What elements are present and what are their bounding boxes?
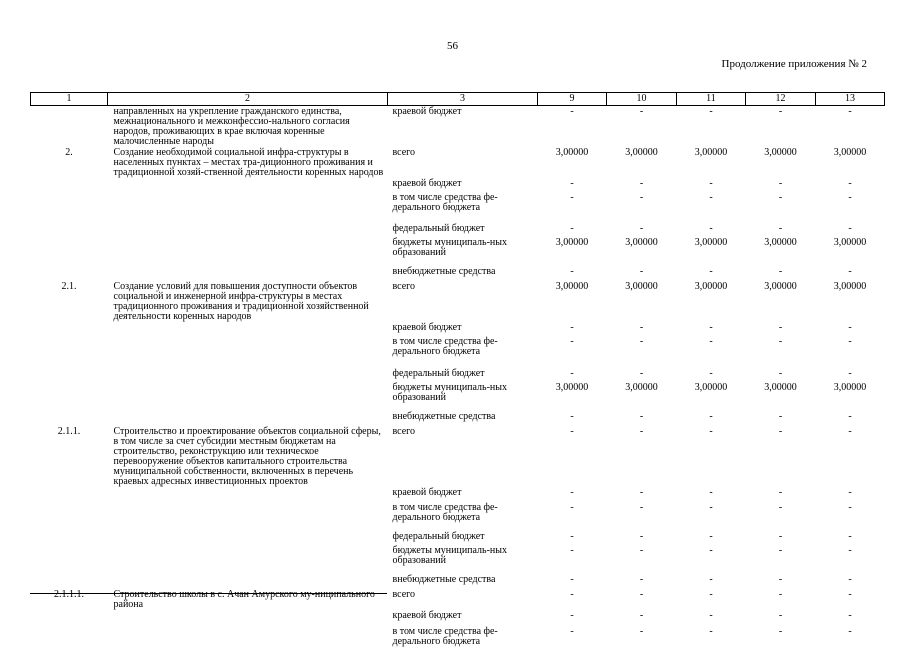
funding-source: внебюджетные средства bbox=[392, 411, 496, 422]
row-number: 2. bbox=[65, 147, 73, 158]
funding-source: внебюджетные средства bbox=[392, 266, 496, 277]
funding-source: в том числе средства фе-дерального бюджета bbox=[392, 192, 498, 213]
value-cell: - bbox=[778, 589, 783, 600]
activity-name bbox=[108, 266, 388, 281]
value-cell: - bbox=[778, 368, 783, 379]
row-number bbox=[31, 411, 108, 426]
activity-name: Создание условий для повышения доступности объектов социальной и инженерной инфра-структуры в местах традиционного проживания и традиционной хозяйственной деятельности коренных народов bbox=[113, 281, 369, 322]
value-cell: - bbox=[639, 502, 644, 513]
table-row bbox=[31, 336, 885, 368]
activity-name: Строительство школы в с. Ачан Амурского му-ниципального района bbox=[113, 589, 375, 610]
value-cell: 3,00000 bbox=[555, 382, 589, 393]
value-cell: - bbox=[848, 106, 852, 117]
value-cell: - bbox=[709, 589, 713, 600]
value-cell: - bbox=[709, 178, 713, 189]
activity-name bbox=[108, 574, 388, 589]
value-cell: - bbox=[570, 545, 574, 556]
activity-name bbox=[108, 610, 388, 626]
value-cell: - bbox=[848, 192, 852, 203]
activity-name bbox=[108, 626, 388, 648]
table-row bbox=[31, 382, 885, 411]
row-number bbox=[31, 610, 108, 626]
value-cell: - bbox=[639, 426, 644, 437]
value-cell: - bbox=[778, 411, 783, 422]
value-cell: - bbox=[848, 266, 852, 277]
value-cell: 3,00000 bbox=[625, 382, 658, 393]
value-cell: - bbox=[639, 322, 644, 333]
value-cell: 3,00000 bbox=[555, 281, 589, 292]
value-cell: - bbox=[778, 426, 783, 437]
funding-source: краевой бюджет bbox=[392, 487, 462, 498]
row-number bbox=[31, 223, 108, 237]
activity-name bbox=[108, 336, 388, 368]
funding-source: федеральный бюджет bbox=[392, 223, 485, 234]
row-number bbox=[31, 178, 108, 192]
table-row bbox=[31, 237, 885, 266]
value-cell: - bbox=[709, 336, 713, 347]
row-number bbox=[31, 545, 108, 574]
value-cell: - bbox=[570, 574, 574, 585]
value-cell: - bbox=[778, 574, 783, 585]
value-cell: 3,00000 bbox=[833, 147, 867, 158]
value-cell: - bbox=[709, 411, 713, 422]
value-cell: - bbox=[778, 502, 783, 513]
value-cell: - bbox=[848, 322, 852, 333]
row-number: 2.1. bbox=[61, 281, 77, 292]
row-number: 2.1.1.1. bbox=[54, 589, 84, 600]
table-row bbox=[31, 531, 885, 545]
row-number bbox=[31, 382, 108, 411]
funding-source: краевой бюджет bbox=[392, 106, 462, 117]
value-cell: - bbox=[709, 192, 713, 203]
value-cell: - bbox=[570, 502, 574, 513]
value-cell: - bbox=[570, 336, 574, 347]
value-cell: - bbox=[709, 487, 713, 498]
value-cell: - bbox=[778, 106, 783, 117]
value-cell: - bbox=[570, 531, 574, 542]
table-row bbox=[31, 178, 885, 192]
value-cell: 3,00000 bbox=[833, 382, 867, 393]
value-cell: - bbox=[778, 192, 783, 203]
value-cell: - bbox=[848, 531, 852, 542]
activity-name bbox=[108, 502, 388, 531]
value-cell: - bbox=[639, 106, 644, 117]
value-cell: - bbox=[848, 487, 852, 498]
funding-source: краевой бюджет bbox=[392, 322, 462, 333]
table-row bbox=[31, 574, 885, 589]
value-cell: - bbox=[639, 610, 644, 621]
value-cell: - bbox=[848, 502, 852, 513]
activity-name: Строительство и проектирование объектов социальной сферы, в том числе за счет субсидии местным бюджетам на строительство, реконструкцию или техническое перевооружение объектов капитального строительства муниципальной собственности, включенных в перечень краевых адресных инвестиционных проектов bbox=[113, 426, 381, 487]
column-header: 11 bbox=[677, 93, 746, 106]
row-number bbox=[31, 502, 108, 531]
table-row bbox=[31, 223, 885, 237]
continuation-title: Продолжение приложения № 2 bbox=[721, 58, 867, 70]
value-cell: - bbox=[639, 626, 644, 637]
value-cell: - bbox=[778, 336, 783, 347]
funding-source: всего bbox=[392, 147, 416, 158]
value-cell: 3,00000 bbox=[625, 147, 658, 158]
table-header-row bbox=[31, 93, 885, 106]
value-cell: - bbox=[639, 531, 644, 542]
table-row bbox=[31, 610, 885, 626]
table-row bbox=[31, 545, 885, 574]
value-cell: - bbox=[639, 487, 644, 498]
value-cell: 3,00000 bbox=[694, 147, 728, 158]
value-cell: - bbox=[570, 589, 574, 600]
funding-source: внебюджетные средства bbox=[392, 574, 496, 585]
value-cell: - bbox=[709, 223, 713, 234]
column-header: 13 bbox=[816, 93, 885, 106]
value-cell: - bbox=[570, 223, 574, 234]
value-cell: - bbox=[848, 336, 852, 347]
value-cell: - bbox=[570, 487, 574, 498]
row-number bbox=[31, 106, 108, 148]
value-cell: - bbox=[848, 178, 852, 189]
value-cell: - bbox=[848, 589, 852, 600]
table-row bbox=[31, 502, 885, 531]
row-number: 2.1.1. bbox=[57, 426, 81, 437]
activity-name bbox=[108, 368, 388, 382]
value-cell: - bbox=[778, 531, 783, 542]
value-cell: - bbox=[709, 502, 713, 513]
value-cell: - bbox=[570, 178, 574, 189]
value-cell: - bbox=[709, 266, 713, 277]
row-number bbox=[31, 336, 108, 368]
column-header: 10 bbox=[607, 93, 677, 106]
funding-source: всего bbox=[392, 589, 416, 600]
table-row bbox=[31, 426, 885, 487]
row-number bbox=[31, 531, 108, 545]
activity-name: Создание необходимой социальной инфра-структуры в населенных пунктах – местах тра-диционного проживания и традиционной хозяй-ственной деятельности коренных народов bbox=[113, 147, 384, 178]
value-cell: 3,00000 bbox=[694, 281, 728, 292]
activity-name bbox=[108, 411, 388, 426]
table-row bbox=[31, 411, 885, 426]
funding-source: краевой бюджет bbox=[392, 178, 462, 189]
activity-name bbox=[108, 531, 388, 545]
value-cell: - bbox=[778, 610, 783, 621]
value-cell: - bbox=[639, 178, 644, 189]
column-header: 2 bbox=[108, 93, 388, 106]
table-row bbox=[31, 106, 885, 148]
table-row bbox=[31, 192, 885, 223]
row-number bbox=[31, 368, 108, 382]
funding-source: краевой бюджет bbox=[392, 610, 462, 621]
value-cell: - bbox=[778, 178, 783, 189]
activity-name bbox=[108, 382, 388, 411]
table-row bbox=[31, 322, 885, 336]
value-cell: - bbox=[639, 545, 644, 556]
value-cell: - bbox=[570, 106, 574, 117]
table-row bbox=[31, 266, 885, 281]
funding-source: в том числе средства фе-дерального бюджета bbox=[392, 336, 498, 357]
page-number: 56 bbox=[447, 40, 458, 52]
row-number bbox=[31, 192, 108, 223]
value-cell: - bbox=[639, 368, 644, 379]
value-cell: - bbox=[848, 626, 852, 637]
activity-name bbox=[108, 322, 388, 336]
value-cell: - bbox=[778, 266, 783, 277]
value-cell: - bbox=[639, 192, 644, 203]
column-header: 12 bbox=[746, 93, 816, 106]
value-cell: - bbox=[639, 589, 644, 600]
funding-source: бюджеты муниципаль-ных образований bbox=[392, 382, 508, 403]
value-cell: - bbox=[848, 545, 852, 556]
funding-source: всего bbox=[392, 281, 416, 292]
activity-name bbox=[108, 237, 388, 266]
activity-name bbox=[108, 487, 388, 502]
value-cell: - bbox=[848, 368, 852, 379]
table-row bbox=[31, 368, 885, 382]
value-cell: - bbox=[709, 610, 713, 621]
funding-source: федеральный бюджет bbox=[392, 368, 485, 379]
value-cell: 3,00000 bbox=[833, 281, 867, 292]
row-number bbox=[31, 487, 108, 502]
funding-source: в том числе средства фе-дерального бюджета bbox=[392, 502, 498, 523]
activity-name bbox=[108, 178, 388, 192]
value-cell: - bbox=[778, 487, 783, 498]
activity-name bbox=[108, 192, 388, 223]
value-cell: 3,00000 bbox=[764, 147, 797, 158]
value-cell: - bbox=[778, 322, 783, 333]
value-cell: - bbox=[570, 626, 574, 637]
value-cell: - bbox=[848, 411, 852, 422]
table-row bbox=[31, 626, 885, 648]
row-number bbox=[31, 237, 108, 266]
funding-source: в том числе средства фе-дерального бюджета bbox=[392, 626, 498, 647]
activity-name bbox=[108, 223, 388, 237]
column-header: 9 bbox=[538, 93, 607, 106]
value-cell: - bbox=[639, 336, 644, 347]
value-cell: - bbox=[848, 223, 852, 234]
value-cell: - bbox=[570, 610, 574, 621]
value-cell: - bbox=[848, 426, 852, 437]
value-cell: - bbox=[709, 322, 713, 333]
value-cell: - bbox=[848, 574, 852, 585]
bottom-rule bbox=[30, 593, 387, 594]
value-cell: - bbox=[778, 626, 783, 637]
value-cell: - bbox=[709, 545, 713, 556]
value-cell: 3,00000 bbox=[555, 147, 589, 158]
value-cell: - bbox=[709, 574, 713, 585]
value-cell: - bbox=[848, 610, 852, 621]
value-cell: - bbox=[570, 322, 574, 333]
budget-table bbox=[30, 92, 885, 648]
value-cell: - bbox=[709, 106, 713, 117]
value-cell: 3,00000 bbox=[764, 237, 797, 248]
value-cell: - bbox=[709, 368, 713, 379]
value-cell: - bbox=[709, 531, 713, 542]
value-cell: 3,00000 bbox=[625, 281, 658, 292]
table-row bbox=[31, 487, 885, 502]
column-header: 3 bbox=[388, 93, 538, 106]
value-cell: 3,00000 bbox=[833, 237, 867, 248]
value-cell: 3,00000 bbox=[694, 237, 728, 248]
column-header: 1 bbox=[31, 93, 108, 106]
value-cell: - bbox=[639, 574, 644, 585]
row-number bbox=[31, 574, 108, 589]
table-row bbox=[31, 281, 885, 322]
value-cell: - bbox=[639, 266, 644, 277]
activity-name: направленных на укрепление гражданского единства, межнационального и межконфессио-нального согласия народов, проживающих в крае включая коренные малочисленные народы bbox=[113, 106, 350, 147]
funding-source: всего bbox=[392, 426, 416, 437]
funding-source: бюджеты муниципаль-ных образований bbox=[392, 545, 508, 566]
value-cell: - bbox=[639, 411, 644, 422]
value-cell: - bbox=[639, 223, 644, 234]
value-cell: - bbox=[709, 426, 713, 437]
value-cell: 3,00000 bbox=[764, 382, 797, 393]
value-cell: - bbox=[709, 626, 713, 637]
budget-table-container bbox=[30, 92, 884, 648]
value-cell: 3,00000 bbox=[694, 382, 728, 393]
funding-source: бюджеты муниципаль-ных образований bbox=[392, 237, 508, 258]
row-number bbox=[31, 322, 108, 336]
value-cell: 3,00000 bbox=[555, 237, 589, 248]
value-cell: - bbox=[778, 223, 783, 234]
row-number bbox=[31, 626, 108, 648]
value-cell: - bbox=[570, 192, 574, 203]
value-cell: 3,00000 bbox=[625, 237, 658, 248]
row-number bbox=[31, 266, 108, 281]
table-row bbox=[31, 147, 885, 178]
value-cell: 3,00000 bbox=[764, 281, 797, 292]
value-cell: - bbox=[570, 368, 574, 379]
value-cell: - bbox=[778, 545, 783, 556]
funding-source: федеральный бюджет bbox=[392, 531, 485, 542]
value-cell: - bbox=[570, 266, 574, 277]
value-cell: - bbox=[570, 426, 574, 437]
activity-name bbox=[108, 545, 388, 574]
value-cell: - bbox=[570, 411, 574, 422]
